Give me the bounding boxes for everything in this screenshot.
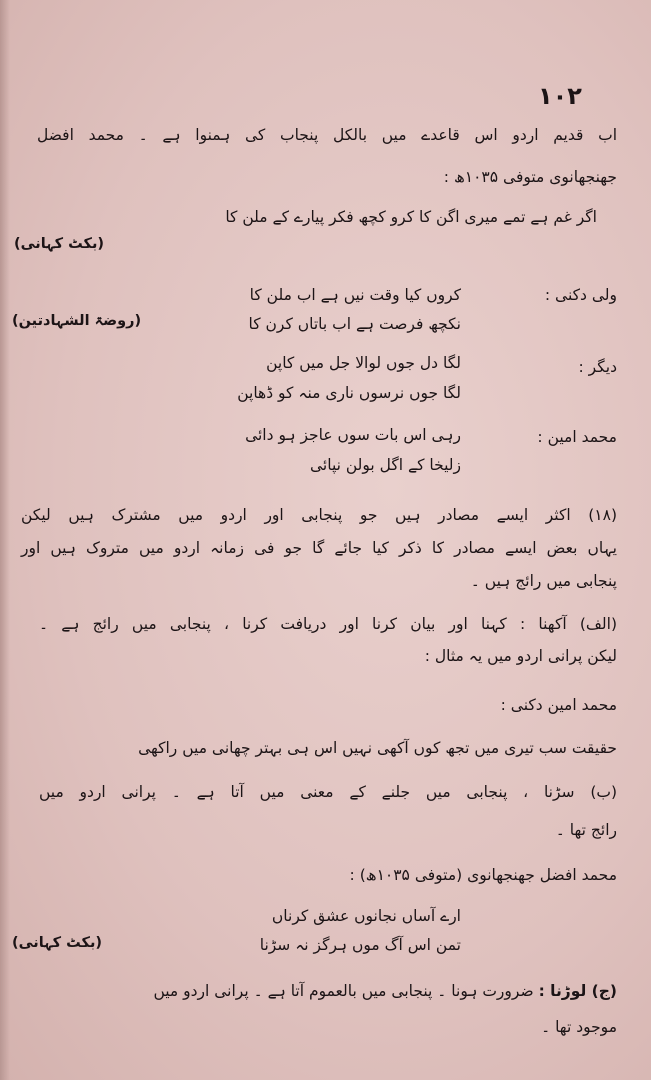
wali-source: (روضۃ الشہادتین) <box>12 313 142 329</box>
be-line-1: (ب) سڑنا ، پنجابی میں جلنے کے معنی میں آتا ہے ۔ پرانی اردو میں <box>39 783 617 801</box>
alif-line-2: لیکن پرانی اردو میں یہ مثال : <box>424 647 617 665</box>
jim-line-2: موجود تھا ۔ <box>541 1018 617 1036</box>
jim-line-1-text: ضرورت ہونا ۔ پنجابی میں بالعموم آتا ہے ۔ پرانی اردو میں <box>153 982 534 1000</box>
amin-dakni-label: محمد امین دکنی : <box>500 696 617 714</box>
page-number: ۱۰۲ <box>538 82 582 110</box>
amin-verse-line-1: رہی اس بات سوں عاجز ہو دائی <box>245 426 461 444</box>
afzal-source: (بکٹ کہانی) <box>12 935 103 951</box>
wali-verse-line-2: نکچھ فرصت ہے اب باتاں کرن کا <box>248 315 461 333</box>
couplet-1-source: (بکٹ کہانی) <box>14 236 105 252</box>
jim-heading: (ج) لوڑنا : <box>538 982 617 1000</box>
alif-line-1: (الف) آکھنا : کہنا اور بیان کرنا اور دریافت کرنا ، پنجابی میں رائج ہے ۔ <box>39 615 617 633</box>
amin-verse-line-2: زلیخا کے اگل بولن نپائی <box>310 456 461 474</box>
para-18-line-1: (۱۸) اکثر ایسے مصادر ہیں جو پنجابی اور اردو میں مشترک ہیں لیکن <box>21 506 617 524</box>
afzal-verse-line-1: ارے آساں نجانوں عشق کرناں <box>271 907 461 925</box>
wali-verse-line-1: کروں کیا وقت نیں ہے اب ملن کا <box>249 286 461 304</box>
amin-dakni-verse: حقیقت سب تیری میں تجھ کوں آکھی نہیں اس ہی بہتر چھانی میں راکھی <box>138 739 617 757</box>
intro-line-1: اب قدیم اردو اس قاعدے میں بالکل پنجاب کی ہمنوا ہے ۔ محمد افضل <box>37 126 617 144</box>
couplet-1-verse: اگر غم ہے تمے میری اگن کا کرو کچھ فکر پیارے کے ملن کا <box>225 208 597 226</box>
digar-verse-line-1: لگا دل جوں لوالا جل میں کاپن <box>266 354 461 372</box>
amin-label: محمد امین : <box>537 428 617 446</box>
afzal-label: محمد افضل جھنجھانوی (متوفی ۱۰۳۵ھ) : <box>349 866 617 884</box>
intro-line-2: جھنجھانوی متوفی ۱۰۳۵ھ : <box>443 168 617 186</box>
para-18-line-2: یہاں بعض ایسے مصادر کا ذکر کیا جائے گا جو فی زمانہ اردو میں متروک ہیں اور <box>21 539 617 557</box>
jim-line-1 <box>19 980 617 1002</box>
be-line-2: رائج تھا ۔ <box>555 821 617 839</box>
digar-label: دیگر : <box>578 358 617 376</box>
page-gutter-shadow <box>0 0 10 1080</box>
afzal-verse-line-2: تمن اس آگ موں ہرگز نہ سڑنا <box>259 936 461 954</box>
digar-verse-line-2: لگا جوں نرسوں ناری منہ کو ڈھاپن <box>237 384 461 402</box>
wali-dakni-label: ولی دکنی : <box>544 286 617 304</box>
para-18-line-3: پنجابی میں رائج ہیں ۔ <box>470 572 617 590</box>
